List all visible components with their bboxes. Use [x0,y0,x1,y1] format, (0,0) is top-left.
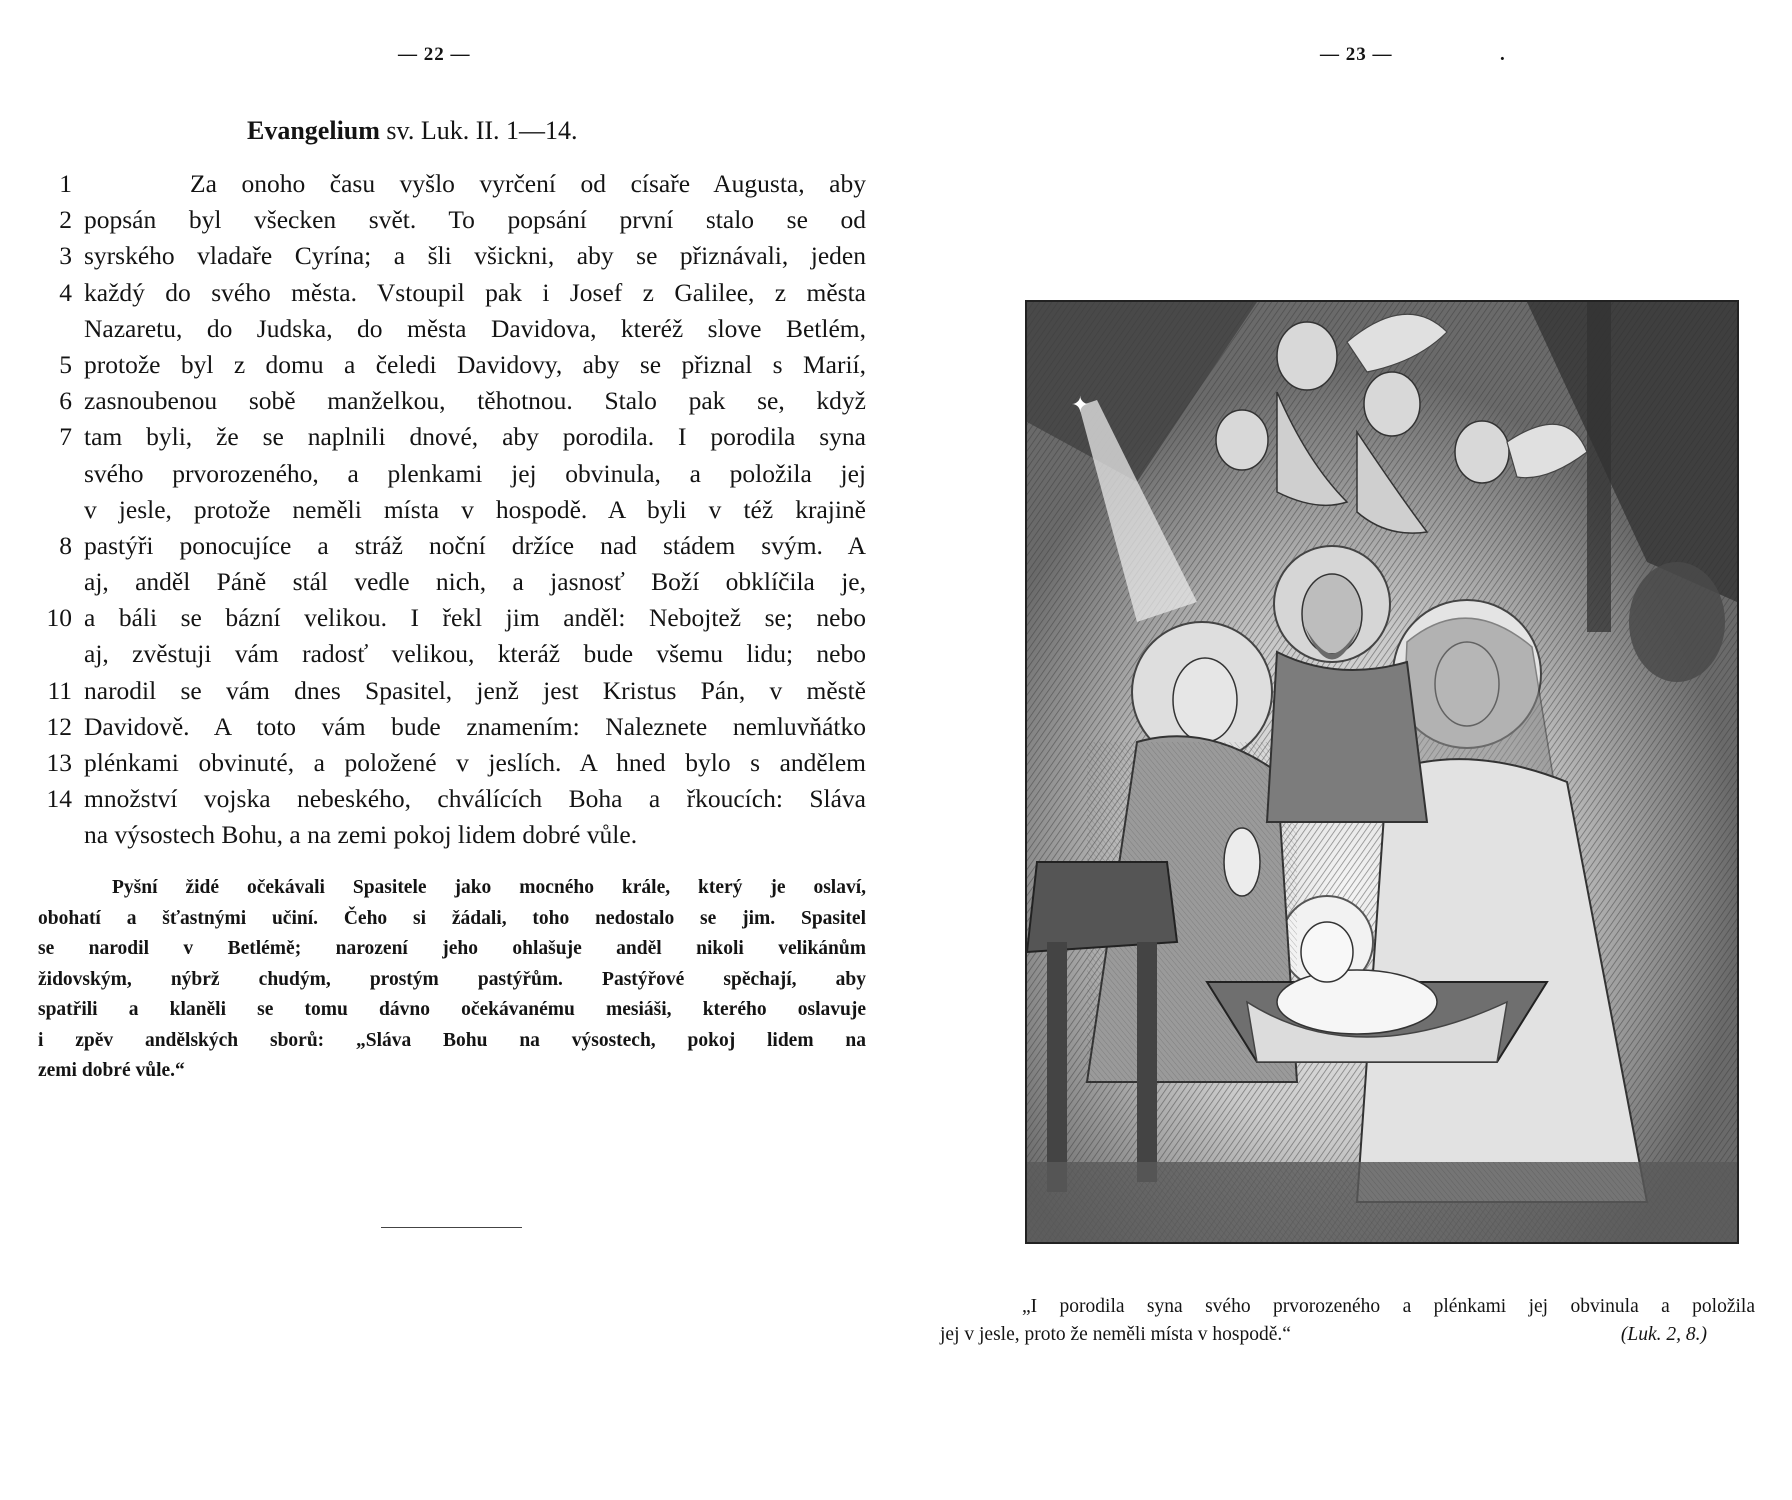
commentary-line: Pyšní židé očekávali Spasitele jako mocného krále, který je oslaví, [112,877,866,898]
stand-leg [1137,942,1157,1182]
illustration-caption [940,1293,1755,1349]
caption-text: jej v jesle, proto že neměli místa v hospodě.“ [940,1324,1291,1345]
gospel-heading [247,116,727,146]
stable-post [1587,302,1611,632]
verse-line [38,709,866,745]
verse-text: aj, anděl Páně stál vedle nich, a jasnosť Boží obklíčila je, [84,567,866,597]
verse-line [38,636,866,672]
page-number-right: — 23 — [1320,44,1393,65]
verse-text: Za onoho času vyšlo vyrčení od císaře Augusta, aby [190,169,866,198]
angel-hands [1224,828,1260,896]
verse-number: 10 [46,603,72,633]
verse-line [38,166,866,202]
nativity-engraving [1025,300,1739,1244]
verse-text: každý do svého města. Vstoupil pak i Josef z Galilee, z města [84,277,866,307]
stray-mark: . [1500,44,1505,65]
verse-number: 7 [59,422,72,452]
caption-line: „I porodila syna svého prvorozeného a plénkami jej obvinula a položila [1022,1296,1755,1317]
heading-title: Evangelium [247,116,380,145]
verse-text: zasnoubenou sobě manželkou, těhotnou. Stalo pak se, když [84,386,866,416]
verse-line [38,600,866,636]
verse-text: množství vojska nebeského, chválících Boha a řkoucích: Sláva [84,784,866,814]
gospel-text [38,166,866,854]
commentary-paragraph [38,873,866,1087]
verse-text: pastýři ponocujíce a stráž noční držíce nad stádem svým. A [84,530,866,560]
verse-number: 13 [46,748,72,777]
verse-number: 2 [59,205,72,235]
verse-line [38,673,866,709]
verse-number: 8 [59,530,72,560]
angel-face [1173,658,1237,742]
verse-line [38,347,866,383]
verse-text: aj, zvěstuji vám radosť velikou, kteráž bude všemu lidu; nebo [84,639,866,669]
joseph-robe [1267,652,1427,822]
verse-number: 3 [59,241,72,271]
verse-line [38,528,866,564]
verse-number: 4 [59,277,72,307]
verse-line [38,238,866,274]
caption-reference: (Luk. 2, 8.) [1620,1324,1707,1345]
child-face [1301,922,1353,982]
verse-line [38,781,866,817]
verse-line [38,419,866,455]
ox-head [1629,562,1725,682]
commentary-line: židovským, nýbrž chudým, prostým pastýřům. Pastýřové spěchají, aby [38,968,866,990]
commentary-line: i zpěv andělských sborů: „Sláva Bohu na výsostech, pokoj lidem na [38,1029,866,1051]
verse-number: 1 [59,169,72,198]
verse-number: 12 [46,711,72,741]
verse-text: v jesle, protože neměli místa v hospodě. A byli v též krajině [84,494,866,524]
child-body [1277,970,1437,1034]
verse-line [38,492,866,528]
verse-number: 11 [47,675,72,705]
verse-text: popsán byl všecken svět. To popsání první stalo se od [84,205,866,235]
verse-text: syrského vladaře Cyrína; a šli všickni, aby se přiznávali, jeden [84,241,866,271]
verse-line [38,817,866,853]
section-end-rule [381,1227,522,1228]
joseph-face [1302,574,1362,654]
verse-line [38,275,866,311]
verse-line [38,564,866,600]
verse-line [38,311,866,347]
verse-text: plénkami obvinuté, a položené v jeslích. A hned bylo s andělem [84,748,866,777]
verse-line [38,456,866,492]
verse-text: protože byl z domu a čeledi Davidovy, aby se přiznal s Marií, [84,349,866,379]
verse-line [38,202,866,238]
verse-text: na výsostech Bohu, a na zemi pokoj lidem dobré vůle. [84,820,638,850]
page-number-left: — 22 — [398,44,471,65]
verse-number: 14 [46,784,72,814]
commentary-line: zemi dobré vůle.“ [38,1060,185,1081]
verse-line [38,745,866,781]
verse-line [38,383,866,419]
commentary-line: spatřili a klaněli se tomu dávno očekávanému mesiáši, kterého oslavuje [38,999,866,1020]
caption-line-2 [940,1321,1755,1349]
verse-number: 6 [59,386,72,416]
star-icon: ✦ [1071,392,1090,417]
stand-leg [1047,942,1067,1192]
verse-number: 5 [59,349,72,379]
verse-text: svého prvorozeného, a plenkami jej obvinula, a položila jej [84,458,866,488]
commentary-line: se narodil v Betlémě; narození jeho ohlašuje anděl nikoli velikánům [38,938,866,959]
verse-text: Nazaretu, do Judska, do města Davidova, kteréž slove Betlém, [84,313,866,343]
verse-text: tam byli, že se naplnili dnové, aby porodila. I porodila syna [84,422,866,452]
verse-text: narodil se vám dnes Spasitel, jenž jest Kristus Pán, v městě [84,675,866,705]
heading-reference: sv. Luk. II. 1—14. [386,116,578,145]
verse-text: Davidově. A toto vám bude znamením: Naleznete nemluvňátko [84,711,866,741]
verse-text: a báli se bázní velikou. I řekl jim anděl: Nebojtež se; nebo [84,603,866,633]
commentary-line: obohatí a šťastnými učiní. Čeho si žádali, toho nedostalo se jim. Spasitel [38,907,866,929]
wooden-stand [1027,862,1177,952]
